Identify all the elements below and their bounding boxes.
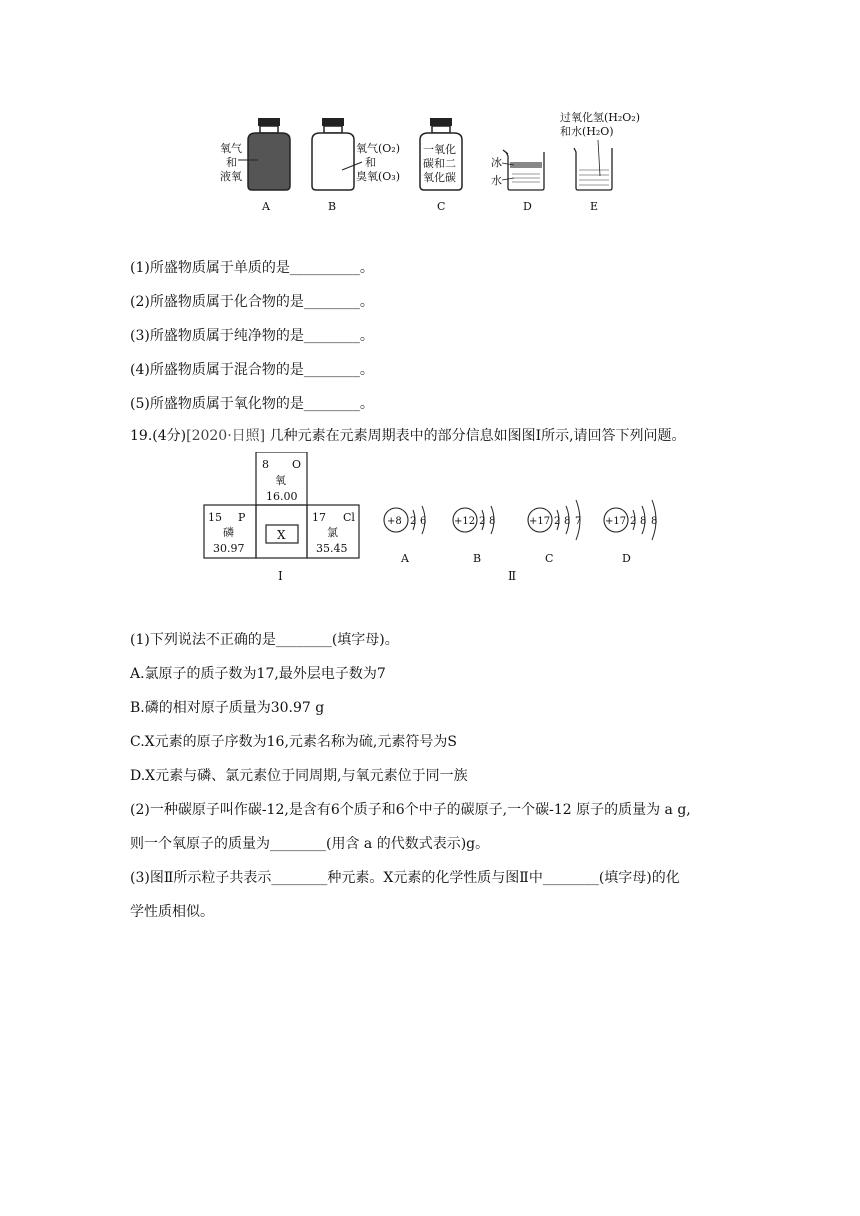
q18-item-1: (1)所盛物质属于单质的是__________。 bbox=[130, 260, 374, 276]
bottle-a-letter: A bbox=[262, 200, 270, 213]
oxygen-symbol: O bbox=[292, 458, 302, 471]
q18-item-2: (2)所盛物质属于化合物的是________。 bbox=[130, 294, 374, 310]
q18-item-3: (3)所盛物质属于纯净物的是________。 bbox=[130, 328, 374, 344]
atom-d-letter: D bbox=[622, 552, 631, 565]
phosphorus-mass: 30.97 bbox=[213, 542, 245, 555]
beaker-e-letter: E bbox=[590, 200, 599, 213]
q18-item-5: (5)所盛物质属于氧化物的是________。 bbox=[130, 396, 374, 412]
q19-part-3-line-1: (3)图Ⅱ所示粒子共表示________种元素。X元素的化学性质与图Ⅱ中________(填字母)的化 bbox=[130, 870, 680, 886]
chlorine-name: 氯 bbox=[327, 526, 338, 539]
atom-c-shell-1: 2 bbox=[554, 516, 561, 527]
q19-part-2-line-2: 则一个氧原子的质量为________(用含 a 的代数式表示)g。 bbox=[130, 836, 490, 852]
element-x: X bbox=[277, 528, 286, 542]
q19-option-c: C.X元素的原子序数为16,元素名称为硫,元素符号为S bbox=[130, 734, 457, 750]
atom-c-shell-2: 8 bbox=[564, 516, 571, 527]
q18-item-4: (4)所盛物质属于混合物的是________。 bbox=[130, 362, 374, 378]
beaker-e-label-2: 和水(H₂O) bbox=[560, 125, 614, 138]
beaker-d-label-1: 冰 bbox=[491, 156, 502, 169]
atom-d-shell-3: 8 bbox=[651, 516, 658, 527]
beaker-e-label-1: 过氧化氢(H₂O₂) bbox=[560, 111, 641, 124]
atom-b-shell-1: 2 bbox=[479, 516, 486, 527]
phosphorus-name: 磷 bbox=[223, 526, 234, 539]
atom-a-shell-1: 2 bbox=[410, 516, 417, 527]
beaker-d-label-2: 水 bbox=[491, 174, 502, 187]
atom-c-nucleus: +17 bbox=[529, 516, 551, 527]
q19-part-1: (1)下列说法不正确的是________(填字母)。 bbox=[130, 632, 399, 648]
bottle-a-label-2: 和 bbox=[226, 156, 237, 169]
q19-option-d: D.X元素与磷、氯元素位于同周期,与氧元素位于同一族 bbox=[130, 768, 468, 784]
bottle-b-label-2: 和 bbox=[365, 156, 376, 169]
bottle-a-label-3: 液氧 bbox=[220, 170, 242, 183]
beaker-d-icon bbox=[502, 150, 544, 190]
figure-bottles bbox=[0, 0, 860, 230]
atom-b-shell-2: 8 bbox=[489, 516, 496, 527]
q19-part-3-line-2: 学性质相似。 bbox=[130, 904, 214, 920]
bottle-c-label-1: 一氧化 bbox=[423, 143, 456, 156]
q19-number: 19.(4分) bbox=[130, 428, 187, 444]
chlorine-number: 17 bbox=[312, 511, 326, 524]
figure-label-I: Ⅰ bbox=[278, 569, 283, 583]
figure-label-II: Ⅱ bbox=[508, 569, 517, 583]
oxygen-name: 氧 bbox=[275, 474, 286, 487]
atom-a-nucleus: +8 bbox=[387, 516, 402, 527]
q19-stem-text: 几种元素在元素周期表中的部分信息如图图Ⅰ所示,请回答下列问题。 bbox=[269, 428, 686, 444]
q19-stem bbox=[130, 426, 686, 446]
atom-d-nucleus: +17 bbox=[605, 516, 627, 527]
bottle-a-icon bbox=[238, 118, 290, 190]
bottle-b-letter: B bbox=[328, 200, 337, 213]
phosphorus-symbol: P bbox=[238, 511, 246, 524]
bottle-c-label-2: 碳和二 bbox=[423, 157, 456, 170]
atom-d-shell-1: 2 bbox=[630, 516, 637, 527]
atom-a-letter: A bbox=[401, 552, 409, 565]
atom-c-shell-3: 7 bbox=[575, 516, 582, 527]
oxygen-number: 8 bbox=[262, 458, 269, 471]
bottle-c-label-3: 氧化碳 bbox=[423, 171, 456, 184]
q19-option-b: B.磷的相对原子质量为30.97 g bbox=[130, 700, 325, 716]
bottle-b-label-3: 臭氧(O₃) bbox=[356, 170, 401, 183]
bottle-c-letter: C bbox=[437, 200, 446, 213]
oxygen-mass: 16.00 bbox=[266, 490, 298, 503]
chlorine-symbol: Cl bbox=[343, 511, 355, 524]
bottle-b-icon bbox=[312, 118, 362, 190]
q19-option-a: A.氯原子的质子数为17,最外层电子数为7 bbox=[130, 666, 386, 682]
figure-periodic-atoms bbox=[0, 452, 860, 592]
q19-part-2-line-1: (2)一种碳原子叫作碳-12,是含有6个质子和6个中子的碳原子,一个碳-12 原子的质量为 a g, bbox=[130, 802, 691, 818]
atom-b-nucleus: +12 bbox=[454, 516, 476, 527]
atom-d-shell-2: 8 bbox=[640, 516, 647, 527]
beaker-d-letter: D bbox=[523, 200, 532, 213]
phosphorus-number: 15 bbox=[208, 511, 222, 524]
beaker-e-icon bbox=[574, 140, 612, 190]
chlorine-mass: 35.45 bbox=[316, 542, 348, 555]
atom-a-shell-2: 6 bbox=[420, 516, 427, 527]
atom-c-letter: C bbox=[545, 552, 554, 565]
bottle-a-label-1: 氧气 bbox=[220, 142, 242, 155]
atom-b-letter: B bbox=[473, 552, 482, 565]
bottle-b-label-1: 氧气(O₂) bbox=[356, 142, 401, 155]
q19-source: [2020·日照] bbox=[186, 428, 266, 444]
